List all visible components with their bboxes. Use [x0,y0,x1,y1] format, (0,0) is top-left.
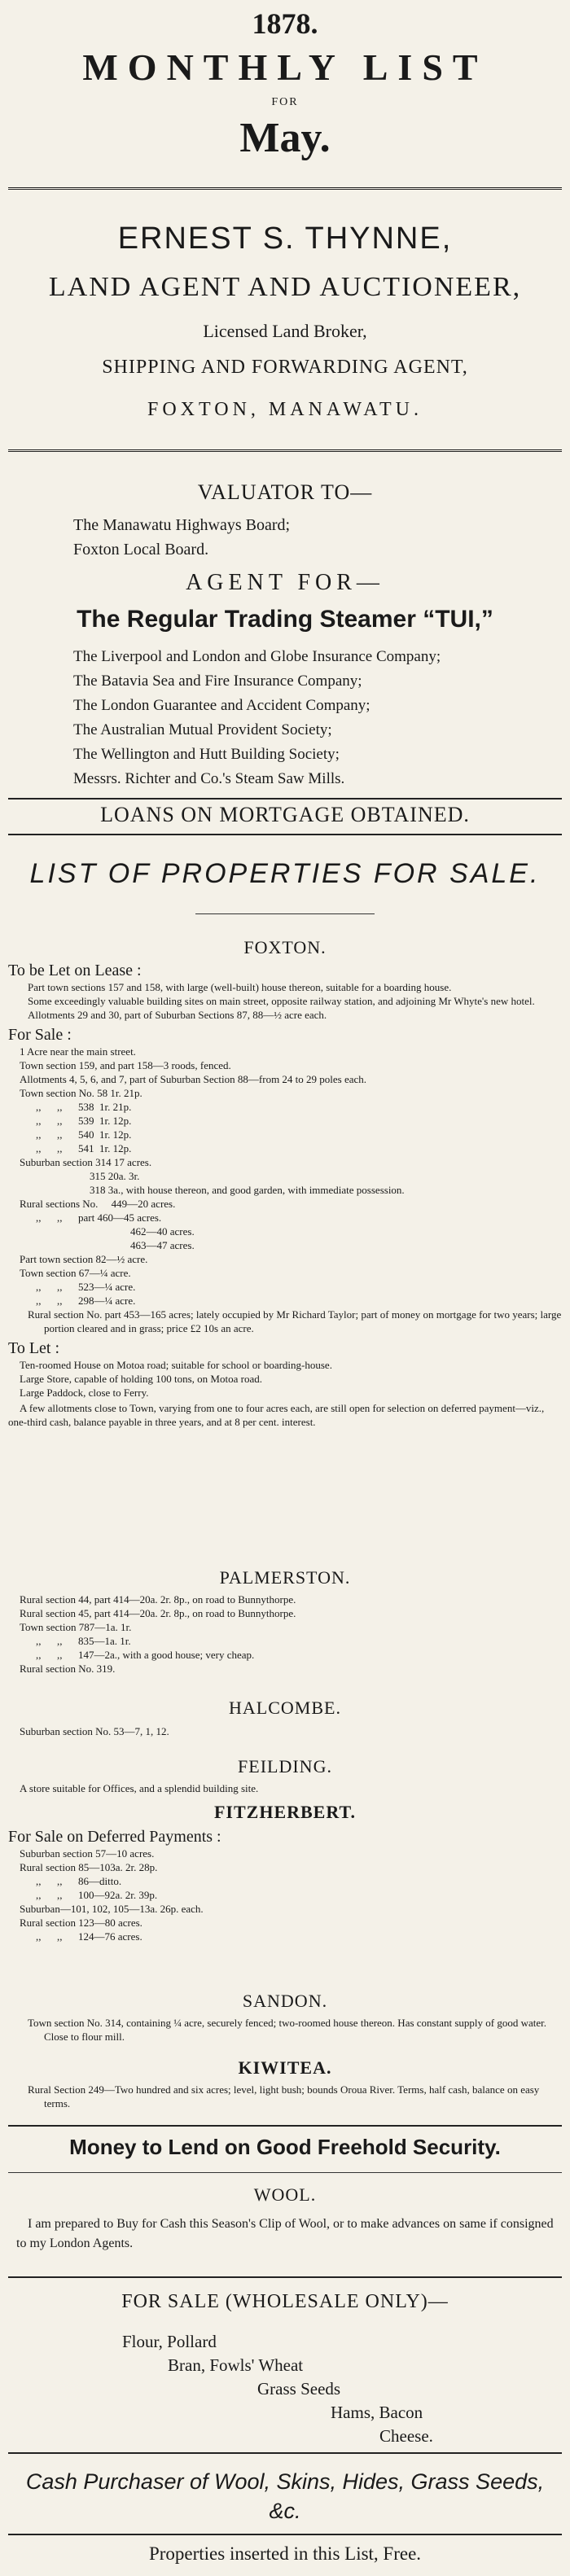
sale-line: ,, ,, 539 1r. 12p. [36,1115,132,1127]
lease-item: Part town sections 157 and 158, with large (well-built) house thereon, suitable for a boarding house. [28,981,452,993]
sandon-section [8,2016,562,2044]
agency-item: The Liverpool and London and Globe Insurance Company; [73,648,441,665]
sale-line: Rural section No. part 453—165 acres; lately occupied by Mr Richard Taylor; part of money on mortgage for two years; large portion cleared and in grass; price £2 10s an acre. [28,1308,562,1334]
divider [8,2172,562,2173]
wholesale-item: Flour, Pollard [122,2332,217,2351]
wholesale-list [0,2330,570,2448]
steamer-tui: The Regular Trading Steamer “TUI,” [77,606,493,633]
property-line: A store suitable for Offices, and a splendid building site. [20,1782,259,1794]
palmerston-heading: PALMERSTON. [219,1567,351,1588]
lease-heading: To be Let on Lease : [8,962,142,979]
lease-item: Allotments 29 and 30, part of Suburban Sections 87, 88—½ acre each. [28,1009,327,1021]
sale-line: Rural sections No. 449—20 acres. [20,1198,176,1210]
sale-line: ,, ,, part 460—45 acres. [36,1211,162,1224]
agency-item: Messrs. Richter and Co.'s Steam Saw Mills. [73,770,345,787]
list-title: LIST OF PROPERTIES FOR SALE. [29,858,541,889]
sale-line: ,, ,, 540 1r. 12p. [36,1128,132,1141]
property-line: Rural section 44, part 414—20a. 2r. 8p., on road to Bunnythorpe. [20,1593,296,1606]
property-line: Rural section 45, part 414—20a. 2r. 8p., on road to Bunnythorpe. [20,1607,296,1619]
footer-note: Properties inserted in this List, Free. [148,2543,422,2564]
divider [8,449,562,452]
sale-line: ,, ,, 541 1r. 12p. [36,1142,132,1154]
divider [8,2452,562,2454]
sale-line: Allotments 4, 5, 6, and 7, part of Suburban Section 88—from 24 to 29 poles each. [20,1073,367,1085]
month: May. [239,115,331,161]
divider [8,2276,562,2278]
valuator-item: The Manawatu Highways Board; [73,516,291,534]
sale-line: Suburban section 314 17 acres. [20,1156,152,1168]
let-item: Large Paddock, close to Ferry. [20,1387,149,1399]
property-line: Rural section 85—103a. 2r. 28p. [20,1861,158,1873]
let-item: Ten-roomed House on Motoa road; suitable for school or boarding-house. [20,1359,332,1371]
divider [8,2125,562,2127]
sandon-heading: SANDON. [242,1991,328,2011]
let-heading: To Let : [8,1339,60,1357]
year: 1878. [252,7,318,40]
sale-line: 462—40 acres. [130,1225,195,1238]
property-line: ,, ,, 147—2a., with a good house; very cheap. [36,1649,255,1661]
cash-purchaser: Cash Purchaser of Wool, Skins, Hides, Grass Seeds, &c. [25,2469,545,2523]
sale-heading: For Sale : [8,1026,72,1044]
foxton-heading: FOXTON. [243,937,327,957]
property-line: Suburban section No. 53—7, 1, 12. [20,1725,169,1737]
sale-line: ,, ,, 523—¼ acre. [36,1281,136,1293]
property-line: Rural section 123—80 acres. [20,1917,142,1929]
agency-item: The Australian Mutual Provident Society; [73,721,332,738]
valuator-heading: VALUATOR TO— [197,480,373,504]
feilding-section [8,1781,562,1795]
divider [195,913,375,914]
monthly-list-title: MONTHLY LIST [82,46,488,88]
halcombe-section [8,1724,562,1738]
sale-line: 315 20a. 3r. [90,1170,140,1182]
property-line: ,, ,, 86—ditto. [36,1875,122,1887]
wholesale-item: Hams, Bacon [331,2403,423,2422]
wholesale-item: Bran, Fowls' Wheat [168,2355,304,2375]
foxton-section [8,961,562,1429]
for-label: FOR [271,96,299,108]
wholesale-heading: FOR SALE (WHOLESALE ONLY)— [121,2291,449,2312]
sale-line: 1 Acre near the main street. [20,1045,136,1058]
valuator-list [73,513,290,562]
agent-shipping: SHIPPING AND FORWARDING AGENT, [102,357,468,378]
property-line: Town section No. 314, containing ¼ acre, securely fenced; two-roomed house thereon. Has constant supply of good water. Close to flour mill. [28,2017,546,2043]
agency-item: The London Guarantee and Accident Company; [73,697,370,714]
divider [8,2534,562,2535]
agency-item: The Batavia Sea and Fire Insurance Company; [73,672,362,690]
property-line: ,, ,, 100—92a. 2r. 39p. [36,1889,158,1901]
property-line: Suburban section 57—10 acres. [20,1847,155,1860]
foxton-note: A few allotments close to Town, varying from one to four acres each, are still open for selection on deferred payment—viz., one-third cash, balance payable in three years, and at 8 per cent. interest. [8,1402,545,1428]
wholesale-item: Grass Seeds [257,2379,341,2399]
let-item: Large Store, capable of holding 100 tons, on Motoa road. [20,1373,262,1385]
property-line: Suburban—101, 102, 105—13a. 26p. each. [20,1903,204,1915]
agency-list [73,645,441,791]
agent-name: ERNEST S. THYNNE, [117,221,453,256]
sale-line: Town section 67—¼ acre. [20,1267,131,1279]
loans-notice: LOANS ON MORTGAGE OBTAINED. [100,803,470,826]
sale-line: 318 3a., with house thereon, and good garden, with immediate possession. [90,1184,405,1196]
divider [8,798,562,800]
divider [8,187,562,190]
agent-location: FOXTON, MANAWATU. [147,399,423,420]
kiwitea-heading: KIWITEA. [238,2057,332,2078]
money-to-lend: Money to Lend on Good Freehold Security. [69,2135,501,2159]
property-line: ,, ,, 835—1a. 1r. [36,1635,131,1647]
deferred-heading: For Sale on Deferred Payments : [8,1828,221,1846]
wool-heading: WOOL. [253,2184,317,2205]
agent-for-heading: AGENT FOR— [186,570,384,595]
property-line: Town section 787—1a. 1r. [20,1621,132,1633]
property-line: ,, ,, 124—76 acres. [36,1930,142,1943]
property-line: Rural section No. 319. [20,1663,116,1675]
sale-line: ,, ,, 298—¼ acre. [36,1295,136,1307]
valuator-item: Foxton Local Board. [73,541,209,559]
agent-role: LAND AGENT AND AUCTIONEER, [48,272,522,302]
sale-line: Town section 159, and part 158—3 roods, fenced. [20,1059,231,1071]
property-line: Rural Section 249—Two hundred and six acres; level, light bush; bounds Oroua River. Terms, half cash, balance on easy terms. [28,2083,540,2109]
fitzherbert-heading: FITZHERBERT. [213,1802,357,1822]
feilding-heading: FEILDING. [238,1756,332,1776]
lease-item: Some exceedingly valuable building sites on main street, opposite railway station, and adjoining Mr Whyte's new hotel. [28,995,535,1007]
sale-line: Town section No. 58 1r. 21p. [20,1087,142,1099]
wool-text: I am prepared to Buy for Cash this Season's Clip of Wool, or to make advances on same if consigned to my London Agents. [16,2217,554,2250]
halcombe-heading: HALCOMBE. [229,1698,341,1718]
kiwitea-section [8,2083,562,2110]
fitzherbert-section [8,1827,562,1943]
agent-license: Licensed Land Broker, [203,321,367,341]
palmerston-section [8,1592,562,1676]
agency-item: The Wellington and Hutt Building Society; [73,746,340,763]
sale-line: 463—47 acres. [130,1239,195,1251]
sale-line: ,, ,, 538 1r. 21p. [36,1101,132,1113]
wholesale-item: Cheese. [379,2426,433,2446]
wool-section [16,2215,554,2254]
divider [8,834,562,835]
sale-line: Part town section 82—½ acre. [20,1253,148,1265]
